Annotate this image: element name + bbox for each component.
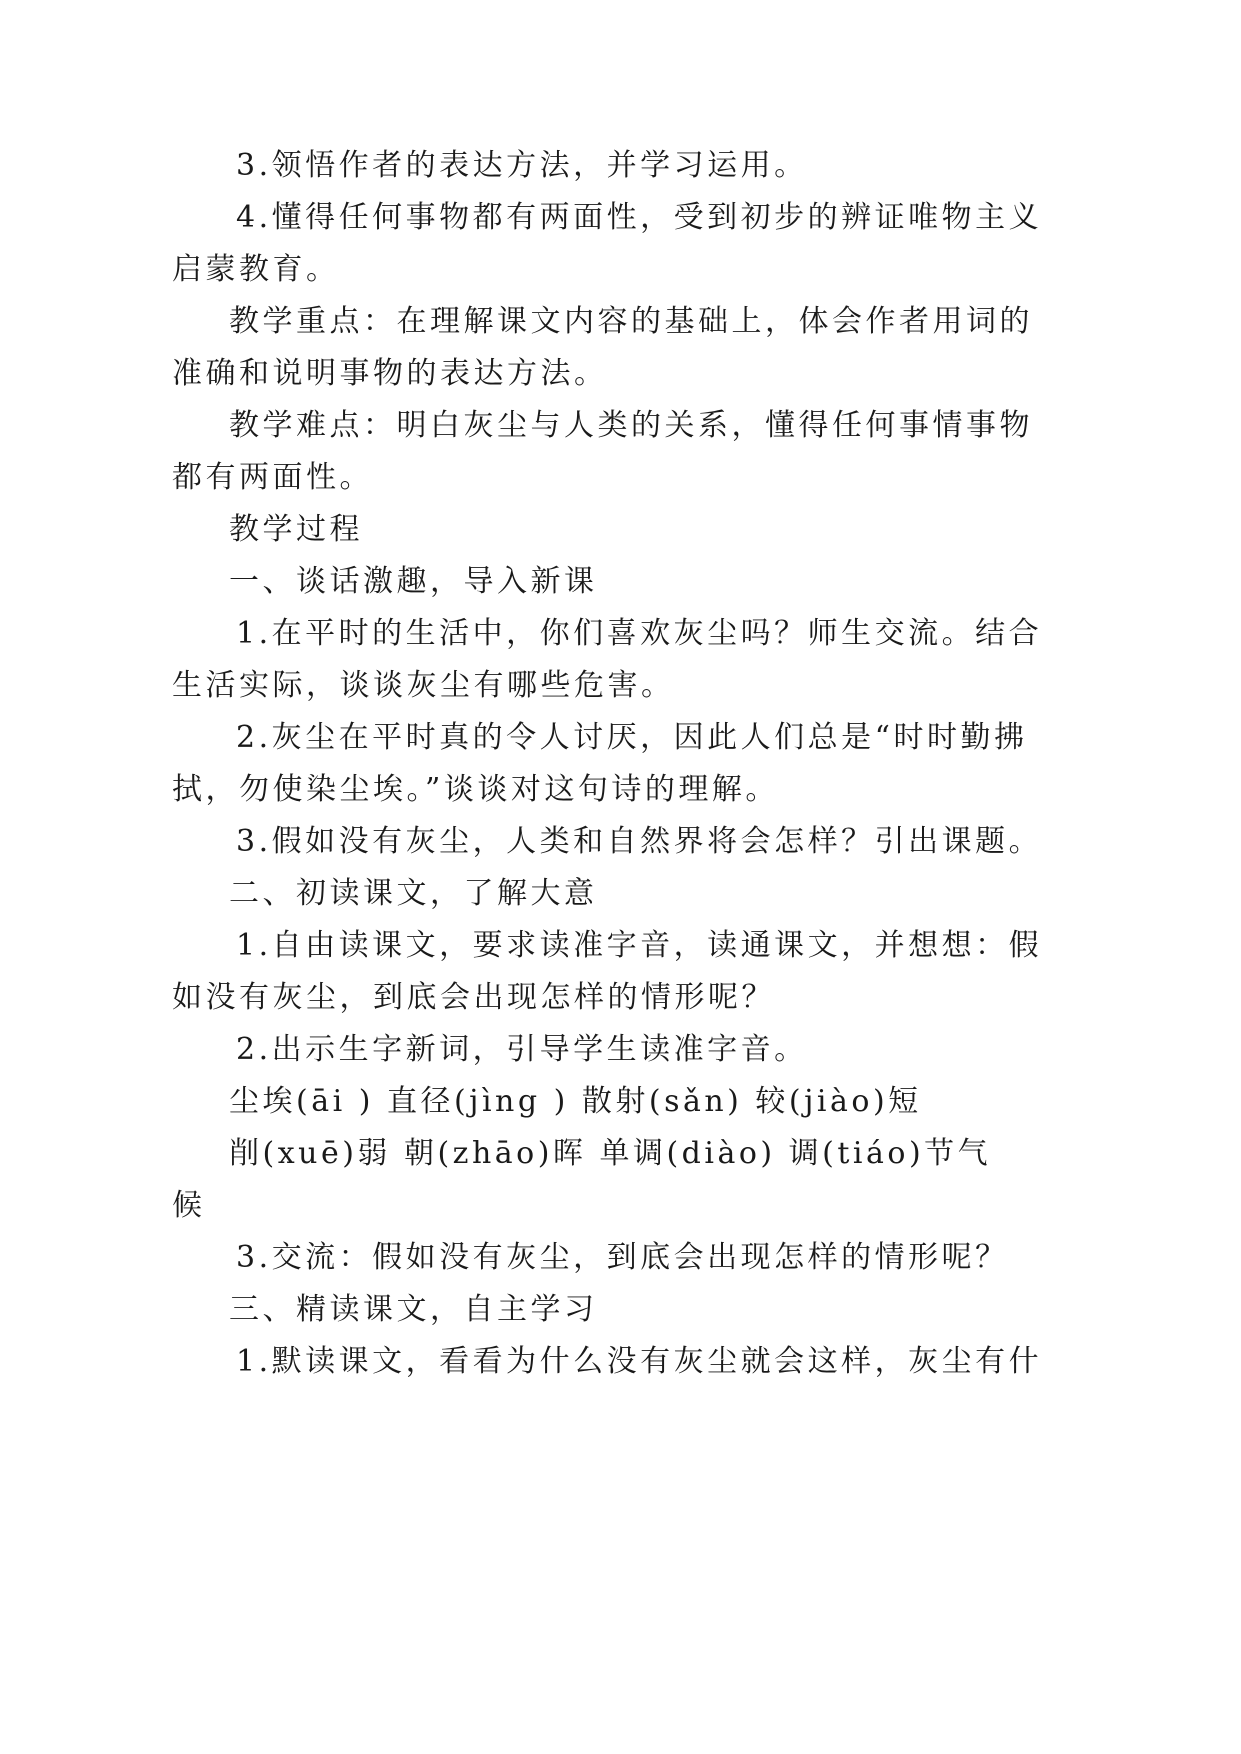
text-line: 拭，勿使染尘埃。”谈谈对这句诗的理解。 <box>172 772 779 807</box>
text-line: 2.出示生字新词，引导学生读准字音。 <box>236 1032 808 1067</box>
text-line: 启蒙教育。 <box>172 252 340 287</box>
text-line: 教学重点：在理解课文内容的基础上，体会作者用词的 <box>229 304 1033 339</box>
section-heading: 二、初读课文，了解大意 <box>229 876 598 911</box>
section-heading: 三、精读课文，自主学习 <box>229 1292 598 1327</box>
text-line: 4.懂得任何事物都有两面性，受到初步的辨证唯物主义 <box>236 200 1043 235</box>
text-line: 3.交流：假如没有灰尘，到底会出现怎样的情形呢？ <box>236 1240 1009 1275</box>
section-heading: 一、谈话激趣，导入新课 <box>229 564 598 599</box>
text-line: 2.灰尘在平时真的令人讨厌，因此人们总是“时时勤拂 <box>236 720 1028 755</box>
text-line: 都有两面性。 <box>172 460 373 495</box>
text-line: 1.自由读课文，要求读准字音，读通课文，并想想：假 <box>236 928 1043 963</box>
section-heading: 教学过程 <box>229 512 363 547</box>
text-line: 教学难点：明白灰尘与人类的关系，懂得任何事情事物 <box>229 408 1033 443</box>
text-line: 1.在平时的生活中，你们喜欢灰尘吗？师生交流。结合 <box>236 616 1043 651</box>
text-line: 如没有灰尘，到底会出现怎样的情形呢？ <box>172 980 775 1015</box>
pinyin-vocab-line: 尘埃(āi ) 直径(jìng ) 散射(sǎn) 较(jiào)短 <box>229 1084 922 1119</box>
text-line: 1.默读课文，看看为什么没有灰尘就会这样，灰尘有什 <box>236 1344 1043 1379</box>
text-line: 3.假如没有灰尘，人类和自然界将会怎样？引出课题。 <box>236 824 1043 859</box>
text-line: 准确和说明事物的表达方法。 <box>172 356 608 391</box>
text-line: 生活实际，谈谈灰尘有哪些危害。 <box>172 668 675 703</box>
text-line: 候 <box>172 1188 206 1223</box>
pinyin-vocab-line: 削(xuē)弱 朝(zhāo)晖 单调(diào) 调(tiáo)节气 <box>229 1136 992 1171</box>
text-line: 3.领悟作者的表达方法，并学习运用。 <box>236 148 808 183</box>
